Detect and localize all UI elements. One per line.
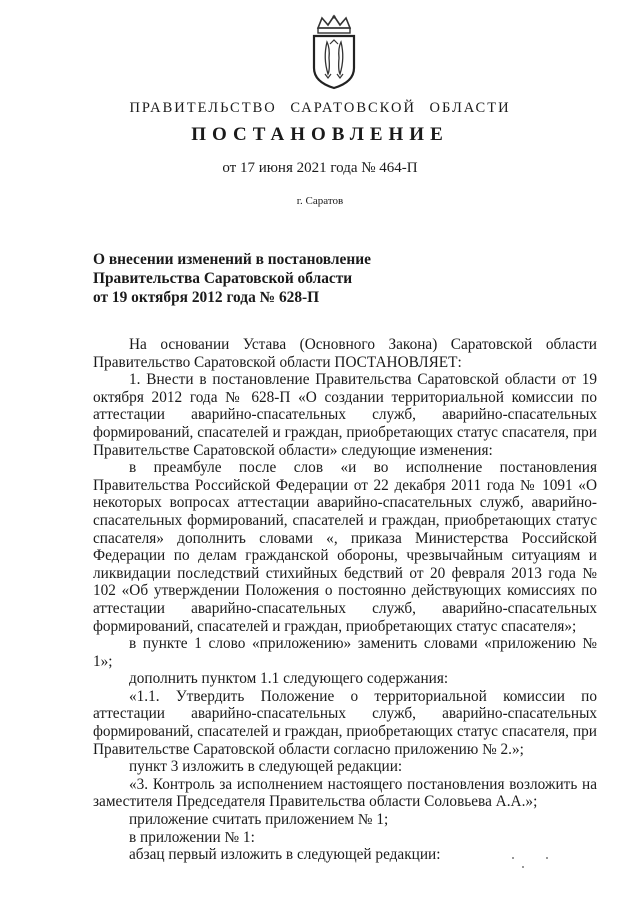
body-paragraph: На основании Устава (Основного Закона) Саратовской области Правительство Саратовской области ПОСТАНОВЛЯЕТ:: [93, 336, 597, 371]
document-city: г. Саратов: [296, 195, 344, 207]
government-name: ПРАВИТЕЛЬСТВО САРАТОВСКОЙ ОБЛАСТИ: [129, 100, 511, 116]
title-line: от 19 октября 2012 года № 628-П: [93, 289, 320, 306]
document-body: [93, 336, 597, 864]
document-type: ПОСТАНОВЛЕНИЕ: [191, 124, 449, 145]
body-paragraph: в преамбуле после слов «и во исполнение постановления Правительства Российской Федерации от 22 декабря 2011 года № 1091 «О некоторых вопросах аттестации аварийно-спасательных служб, аварийно-спасательных формирований, спасателей и граждан, приобретающих статус спасателя» дополнить словами «, приказа Министерства Российской Федерации по делам гражданской обороны, чрезвычайным ситуациям и ликвидации последствий стихийных бедствий от 20 февраля 2013 года № 102 «Об утверждении Положения о постоянно действующих комиссиях по аттестации аварийно-спасательных служб, аварийно-спасательных формирований, спасателей и граждан, приобретающих статус спасателя»;: [93, 459, 597, 635]
title-line: О внесении изменений в постановление: [93, 251, 371, 268]
body-paragraph: «3. Контроль за исполнением настоящего постановления возложить на заместителя Председателя Правительства области Соловьева А.А.»;: [93, 775, 597, 811]
document-date-number: от 17 июня 2021 года № 464-П: [222, 160, 418, 176]
body-paragraph: в пункте 1 слово «приложению» заменить словами «приложению № 1»;: [93, 635, 597, 670]
scan-speck: [522, 866, 524, 868]
coat-of-arms-icon: [304, 14, 364, 90]
scan-speck: [546, 857, 548, 859]
body-paragraph: пункт 3 изложить в следующей редакции:: [129, 758, 403, 776]
body-paragraph: абзац первый изложить в следующей редакции:: [129, 846, 441, 864]
body-paragraph: приложение считать приложением № 1;: [129, 811, 389, 829]
body-paragraph: в приложении № 1:: [129, 828, 255, 846]
body-paragraph: «1.1. Утвердить Положение о территориальной комиссии по аттестации аварийно-спасательных служб, аварийно-спасательных формирований, спасателей и граждан, приобретающих статус спасателя, при Правительстве Саратовской области согласно приложению № 2.»;: [93, 687, 597, 758]
title-line: Правительства Саратовской области: [93, 270, 353, 287]
body-paragraph: дополнить пунктом 1.1 следующего содержания:: [129, 670, 449, 688]
scan-speck: [512, 857, 514, 859]
document-title: [93, 250, 371, 307]
body-paragraph: 1. Внести в постановление Правительства Саратовской области от 19 октября 2012 года № 628-П «О создании территориальной комиссии по аттестации аварийно-спасательных служб, аварийно-спасательных формирований, спасателей и граждан, приобретающих статус спасателя, при Правительстве Саратовской области» следующие изменения:: [93, 371, 597, 459]
